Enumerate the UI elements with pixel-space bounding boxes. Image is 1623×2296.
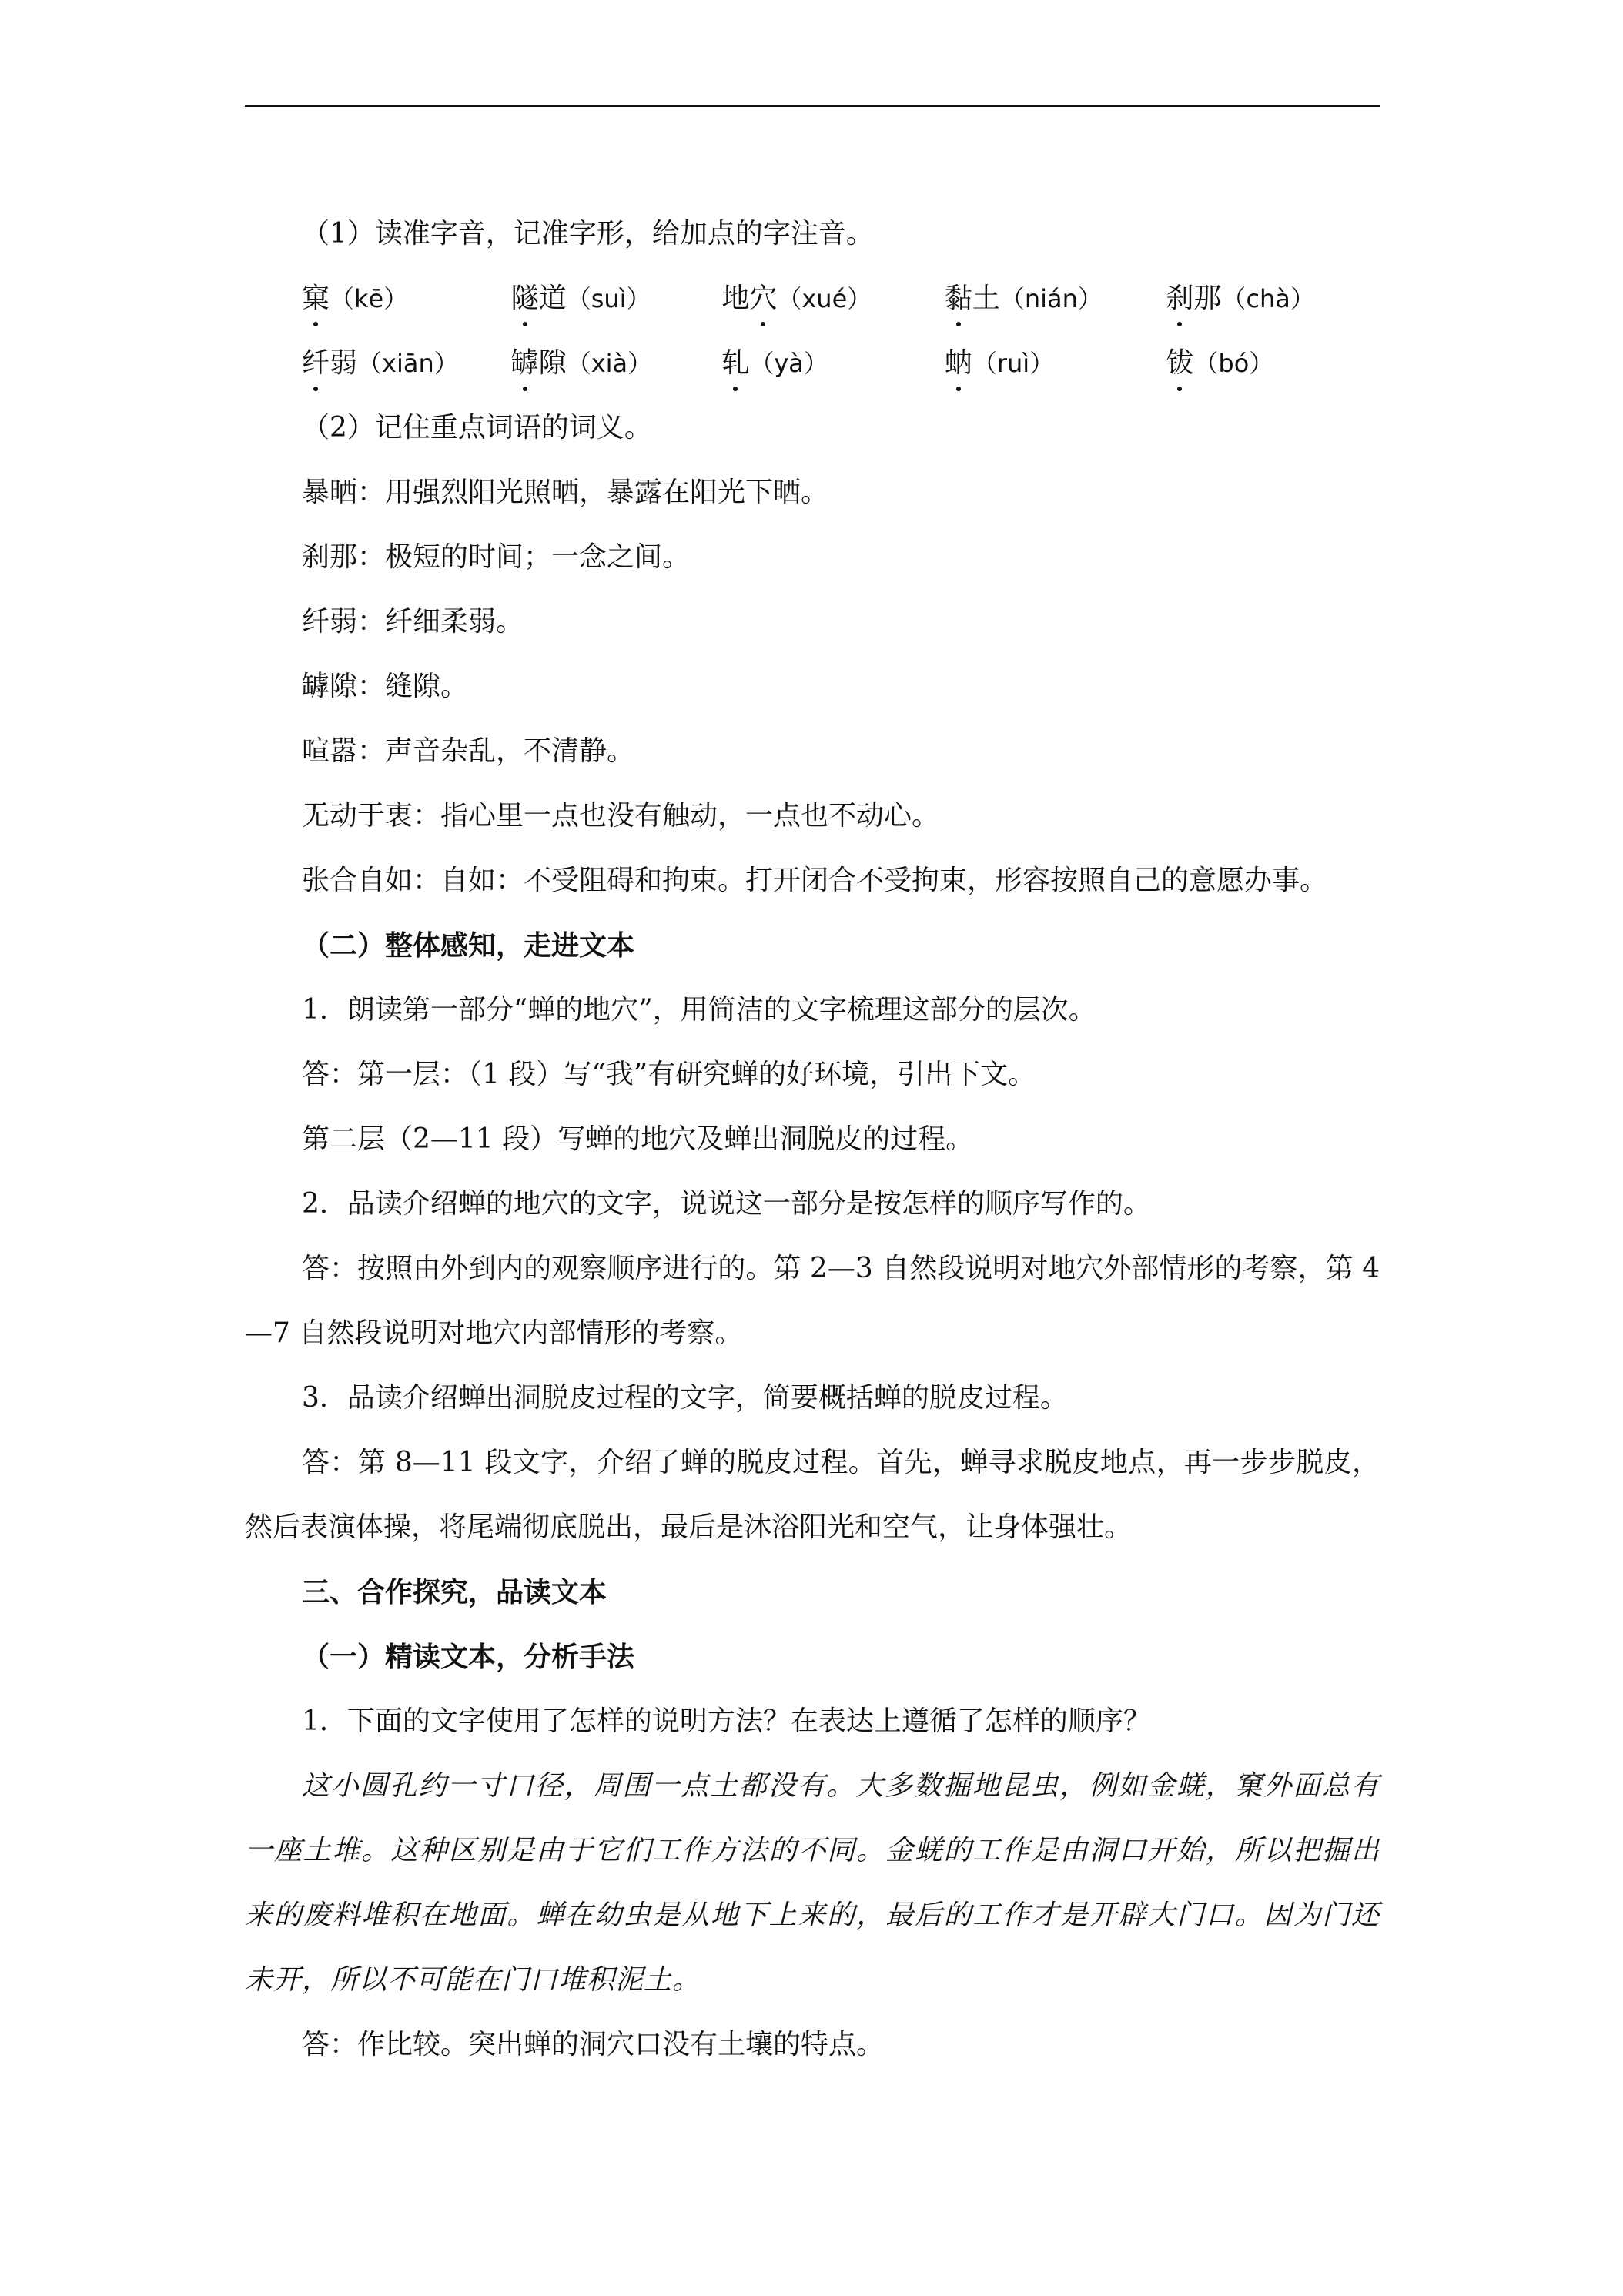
definition-item: 暴晒：用强烈阳光照晒，暴露在阳光下晒。 [302, 477, 829, 508]
part3-question-1: 1．下面的文字使用了怎样的说明方法？在表达上遵循了怎样的顺序？ [302, 1705, 1151, 1737]
definition-item: 纤弱：纤细柔弱。 [302, 606, 524, 638]
definition-item: 喧嚣：声音杂乱，不清静。 [302, 735, 635, 767]
pinyin-row-1 [245, 266, 1380, 331]
pinyin-item: 隧道（suì） [511, 266, 722, 331]
question-2: 2．品读介绍蝉的地穴的文字，说说这一部分是按怎样的顺序写作的。 [302, 1188, 1151, 1220]
definition-item: 刹那：极短的时间；一念之间。 [302, 541, 691, 573]
definition-item: 无动于衷：指心里一点也没有触动，一点也不动心。 [302, 800, 940, 832]
pinyin-item: 纤弱（xiān） [302, 331, 511, 396]
pinyin-item: 黏土（nián） [945, 266, 1166, 331]
definition-item: 张合自如：自如：不受阻碍和拘束。打开闭合不受拘束，形容按照自己的意愿办事。 [302, 865, 1328, 896]
part3-subheading: （一）精读文本，分析手法 [302, 1641, 635, 1673]
question-3: 3．品读介绍蝉出洞脱皮过程的文字，简要概括蝉的脱皮过程。 [302, 1382, 1068, 1414]
pinyin-item: 轧（yà） [721, 331, 945, 396]
question-1: 1．朗读第一部分“蝉的地穴”，用简洁的文字梳理这部分的层次。 [302, 994, 1096, 1026]
quoted-passage: 这小圆孔约一寸口径，周围一点土都没有。大多数掘地昆虫，例如金蜣，窠外面总有一座土堆。这种区别是由于它们工作方法的不同。金蜣的工作是由洞口开始，所以把掘出来的废料堆积在地面。蝉在幼虫是从地下上来的，最后的工作才是开辟大门口。因为门还未开，所以不可能在门口堆积泥土。 [245, 1770, 1380, 1996]
answer-2: 答：按照由外到内的观察顺序进行的。第 2—3 自然段说明对地穴外部情形的考察，第 4—7 自然段说明对地穴内部情形的考察。 [245, 1253, 1380, 1349]
answer-1-line-2: 第二层（2—11 段）写蝉的地穴及蝉出洞脱皮的过程。 [302, 1123, 974, 1155]
section2-title: （2）记住重点词语的词义。 [302, 412, 652, 443]
header-rule [245, 105, 1380, 107]
pinyin-item: 地穴（xué） [721, 266, 945, 331]
answer-1-line-1: 答：第一层：（1 段）写“我”有研究蝉的好环境，引出下文。 [302, 1059, 1036, 1090]
pinyin-item: 罅隙（xià） [511, 331, 722, 396]
pinyin-item: 刹那（chà） [1166, 266, 1380, 331]
pinyin-item: 窠（kē） [302, 266, 511, 331]
part3-answer-1: 答：作比较。突出蝉的洞穴口没有土壤的特点。 [302, 2029, 885, 2060]
answer-3: 答：第 8—11 段文字，介绍了蝉的脱皮过程。首先，蝉寻求脱皮地点，再一步步脱皮，然后表演体操，将尾端彻底脱出，最后是沐浴阳光和空气，让身体强壮。 [245, 1447, 1380, 1543]
pinyin-item: 钹（bó） [1166, 331, 1380, 396]
part3-heading: 三、合作探究，品读文本 [302, 1576, 607, 1608]
pinyin-item: 蚋（ruì） [945, 331, 1166, 396]
section1-title: （1）读准字音，记准字形，给加点的字注音。 [302, 218, 874, 249]
definition-item: 罅隙：缝隙。 [302, 671, 469, 702]
document-body [245, 202, 1380, 2077]
part2-heading: （二）整体感知，走进文本 [302, 929, 635, 962]
pinyin-row-2 [245, 331, 1380, 396]
